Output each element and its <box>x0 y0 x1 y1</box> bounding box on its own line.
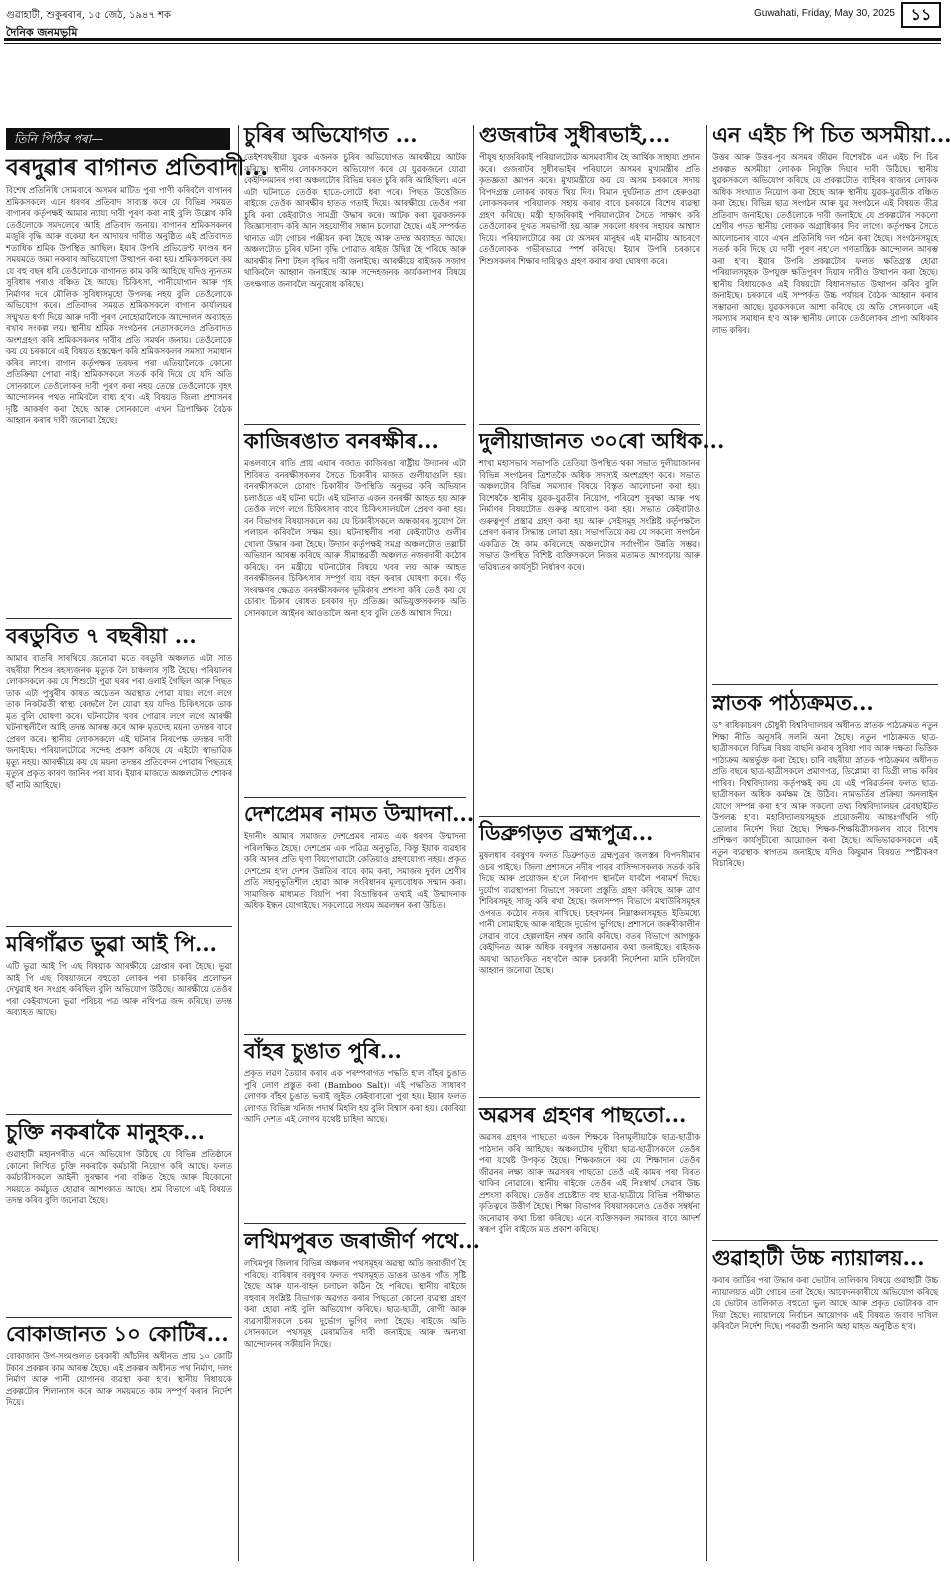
story-divider <box>244 797 466 798</box>
article-body: ইদানীং আমাৰ সমাজত দেশপ্ৰেমৰ নামত এক ধৰণৰ উন্মাদনা পৰিলক্ষিত হৈছে। দেশপ্ৰেম এক পৱিত্ৰ অনুভূতি, কিন্তু ইয়াক ব্যৱহাৰ কৰি আনৰ প্ৰতি ঘৃণা বিয়পোৱাটো কেতিয়াও গ্ৰহণযোগ্য নহয়। প্ৰকৃত দেশপ্ৰেম হ'ল দেশৰ উন্নতিৰ বাবে কাম কৰা, সমাজৰ দুৰ্বল শ্ৰেণীৰ প্ৰতি সহানুভূতিশীল হোৱা আৰু সংবিধানৰ মূল্যবোধক সন্মান কৰা। সামাজিক মাধ্যমত বিয়পি পৰা বিভ্ৰান্তিকৰ তথ্যই এই উন্মাদনাক অধিক ইন্ধন যোগাইছে। সকলোৱে সংযম অৱলম্বন কৰা উচিত। <box>244 831 466 910</box>
article-high-court <box>712 1245 938 1565</box>
headline[interactable]: গুৱাহাটী উচ্চ ন্যায়ালয়... <box>712 1245 925 1270</box>
article-body: অৱসৰ গ্ৰহণৰ পাছতো এজন শিক্ষকে বিনামূলীয়াকৈ ছাত্ৰ-ছাত্ৰীক পাঠদান কৰি আহিছে। অঞ্চলটোৰ দুখীয়া ছাত্ৰ-ছাত্ৰীসকলে তেওঁৰ পৰা যথেষ্ট উপকৃত হৈছে। শিক্ষকজনে কয় যে শিক্ষাদান তেওঁৰ জীৱনৰ লক্ষ্য আৰু অৱসৰৰ পাছতো তেওঁ এই কামৰ পৰা বিৰত থাকিব নোৱাৰে। স্থানীয় ৰাইজে তেওঁৰ এই নিঃস্বাৰ্থ সেৱাৰ উচ্চ প্ৰশংসা কৰিছে। তেওঁৰ প্ৰচেষ্টাত বহু ছাত্ৰ-ছাত্ৰীয়ে বিভিন্ন পৰীক্ষাত কৃতিত্বৰে উত্তীৰ্ণ হৈছে। শিক্ষা বিভাগৰ বিষয়াসকলেও তেওঁক সম্বৰ্ধনা জনোৱাৰ কথা চিন্তা কৰিছে। এনে ব্যক্তিসকল সমাজৰ বাবে আদৰ্শ স্বৰূপ বুলি ৰাইজে মত প্ৰকাশ কৰিছে। <box>479 1132 700 1234</box>
column-4 <box>712 122 951 1563</box>
headline[interactable]: বাঁহৰ চুঙাত পুৰি... <box>244 1038 402 1063</box>
story-divider <box>712 684 938 685</box>
story-divider <box>244 424 466 425</box>
story-divider <box>6 1114 232 1115</box>
article-contract <box>6 1119 232 1314</box>
column-divider <box>706 125 707 1561</box>
article-bokajan <box>6 1321 232 1561</box>
story-divider <box>244 1223 466 1224</box>
story-divider <box>6 1317 232 1318</box>
article-theft <box>244 122 466 422</box>
article-borduvi <box>6 623 232 923</box>
headline[interactable]: ডিব্ৰুগড়ত ব্ৰহ্মপুত্ৰ... <box>479 820 654 845</box>
article-lakhimpur <box>244 1228 480 1558</box>
article-body: কবাৰ জাৰ্ডিৰ পৰা উদ্ধাৰ কৰা ভোটাৰ তালিকাৰ বিষয়ে গুৱাহাটী উচ্চ ন্যায়ালয়ত এটা গোচৰ তৰা হৈছে। আবেদনকাৰীয়ে অভিযোগ কৰিছে যে ভোটাৰ তালিকাত বহুতো ভুল আছে আৰু প্ৰকৃত ভোটাৰক বাদ দিয়া হৈছে। ন্যায়ালয়ে নিৰ্বাচন আয়োগক এই বিষয়ত জবাব দাখিল কৰিবলৈ নিৰ্দেশ দিছে। পৰৱৰ্তী শুনানি অহা মাহত অনুষ্ঠিত হ'ব। <box>712 1275 938 1331</box>
article-duliajan <box>479 428 725 798</box>
article-body: ড° ৰাধিকাচৰণ চৌধুৰী বিশ্ববিদ্যালয়ৰ অধীনত স্নাতক পাঠ্যক্ৰমত নতুন শিক্ষা নীতি অনুসৰি সলনি অনা হৈছে। নতুন পাঠ্যক্ৰমত ছাত্ৰ-ছাত্ৰীসকলে বিভিন্ন বিষয় বাছনি কৰাৰ সুবিধা পাব আৰু দক্ষতা ভিত্তিক পাঠ্যক্ৰম অন্তৰ্ভুক্ত কৰা হৈছে। চাৰি বছৰীয়া স্নাতক পাঠ্যক্ৰমৰ অধীনত প্ৰতি বছৰে ছাত্ৰ-ছাত্ৰীসকলে প্ৰমাণপত্ৰ, ডিপ্লোমা বা ডিগ্ৰী লাভ কৰিব পাৰিব। বিশ্ববিদ্যালয় কৰ্তৃপক্ষই কয় যে এই পৰিৱৰ্তনৰ ফলত ছাত্ৰ-ছাত্ৰীসকল অধিক কৰ্মক্ষম হৈ উঠিব। নামভৰ্তিৰ প্ৰক্ৰিয়া অনলাইন যোগে সম্পন্ন কৰা হ'ব আৰু সকলো তথ্য বিশ্ববিদ্যালয়ৰ ৱেবছাইটত উপলব্ধ হ'ব। মহাবিদ্যালয়সমূহক প্ৰয়োজনীয় আন্তঃগাঁথনি গঢ়ি তোলাৰ নিৰ্দেশ দিয়া হৈছে। শিক্ষক-শিক্ষয়িত্ৰীসকলৰ বাবে বিশেষ প্ৰশিক্ষণ কাৰ্যসূচীৰো আয়োজন কৰা হৈছে। অভিভাৱকসকলে এই নতুন ব্যৱস্থাক স্বাগতম জনাইছে যদিও কিছুমান বিষয়ত স্পষ্টীকৰণ বিচাৰিছে। <box>712 720 938 868</box>
headline[interactable]: মৰিগাঁৱত ভুৱা আই পি... <box>6 931 217 956</box>
story-divider <box>6 618 232 619</box>
paper-name: দৈনিক জনমভূমি <box>6 26 78 39</box>
story-divider <box>6 926 232 927</box>
column-divider <box>473 125 474 1561</box>
article-body: মুষলধাৰ বৰষুণৰ ফলত ডিব্ৰুগড়ত ব্ৰহ্মপুত্ৰৰ জলস্তৰ বিপদসীমাৰ ওচৰ পাইছে। জিলা প্ৰশাসনে নদীৰ পাৰৰ বাসিন্দাসকলক সতৰ্ক কৰি দিছে আৰু প্ৰয়োজন হ'লে নিৰাপদ স্থানলৈ যাবলৈ পৰামৰ্শ দিছে। দুৰ্যোগ ব্যৱস্থাপনা বিভাগে সকলো প্ৰস্তুতি গ্ৰহণ কৰিছে আৰু ত্ৰাণ শিবিৰসমূহ সাজু কৰি ৰখা হৈছে। জলসম্পদ বিভাগে মথাউৰিসমূহৰ ওপৰত কঠোৰ নজৰ ৰাখিছে। চহৰখনৰ নিম্নাঞ্চলসমূহত ইতিমধ্যে পানী সোমাইছে আৰু ৰাইজে দুৰ্ভোগ ভুগিছে। প্ৰশাসনে জৰুৰীকালীন সেৱাৰ বাবে হেল্পলাইন নম্বৰ জাৰি কৰিছে। বতৰ বিভাগে আগন্তুক কেইদিনত আৰু অধিক বৰষুণৰ সম্ভাৱনাৰ কথা জনাইছে। ৰাইজক অযথা আতংকিত নহ'বলৈ আৰু চৰকাৰী নিৰ্দেশনা মানি চলিবলৈ আহ্বান জনোৱা হৈছে। <box>479 850 700 975</box>
article-body: উত্তৰ আৰু উত্তৰ-পূব অসমৰ জীৱন বিশেষকৈ এন এইচ পি চিৰ প্ৰকল্পত অসমীয়া লোকক নিযুক্তি দিয়াৰ দাবী উঠিছে। স্থানীয় যুৱকসকলে অভিযোগ কৰিছে যে প্ৰকল্পটোত বাহিৰৰ ৰাজ্যৰ লোকক অধিক সংখ্যাত নিয়োগ কৰা হৈছে আৰু স্থানীয় যুৱক-যুৱতীক বঞ্চিত কৰা হৈছে। বিভিন্ন ছাত্ৰ সংগঠন আৰু যুৱ সংগঠনে এই বিষয়ত তীব্ৰ প্ৰতিবাদ জনাইছে। তেওঁলোকে দাবী জনাইছে যে প্ৰকল্পটোৰ সকলো শ্ৰেণীৰ পদত স্থানীয় লোকক অগ্ৰাধিকাৰ দিব লাগে। কৰ্তৃপক্ষৰ সৈতে আলোচনাৰ বাবে এখন প্ৰতিনিধি দল গঠন কৰা হৈছে। সংগঠনসমূহে সতৰ্ক কৰি দিছে যে দাবী পূৰণ নহ'লে গণতান্ত্ৰিক আন্দোলন আৰম্ভ কৰা হ'ব। ইয়াৰ উপৰি প্ৰকল্পটোৰ ফলত ক্ষতিগ্ৰস্ত হোৱা পৰিয়ালসমূহক উপযুক্ত ক্ষতিপূৰণ দিয়াৰ দাবীও উত্থাপন কৰা হৈছে। স্থানীয় বিধায়কেও এই বিষয়টো বিধানসভাত উত্থাপন কৰিব বুলি জনাইছে। চৰকাৰে এই সম্পৰ্কত উচ্চ পৰ্যায়ৰ বৈঠক আহ্বান কৰাৰ সম্ভাৱনা আছে। যুৱকসকলে আশা কৰিছে যে অতি সোনকালে এই সমস্যাৰ সমাধান হ'ব আৰু স্থানীয় লোকে তেওঁলোকৰ প্ৰাপ্য অধিকাৰ লাভ কৰিব। <box>712 152 938 335</box>
headline[interactable]: গুজৰাটৰ সুধীৰভাই,... <box>479 122 671 147</box>
story-divider <box>244 1034 466 1035</box>
headline[interactable]: বৰদুৱাৰ বাগানত প্ৰতিবাদী... <box>6 154 269 181</box>
article-body: তেইশবছৰীয়া যুৱক এজনক চুৰিৰ অভিযোগত আৰক্ষীয়ে আটক কৰিছে। স্থানীয় লোকসকলে অভিযোগ কৰে যে যুৱকজনে যোৱা কেইদিনমানৰ পৰা অঞ্চলটোৰ বিভিন্ন ঘৰত চুৰি কৰি আহিছিল। এনে এটা ঘটনাতে তেওঁক হাতে-লোটে ধৰা পৰে। পিছত উত্তেজিত ৰাইজে তেওঁক আৰক্ষীৰ হাতত গতাই দিয়ে। আৰক্ষীয়ে তেওঁৰ পৰা চুৰি কৰা কেইবাটাও সামগ্ৰী উদ্ধাৰ কৰে। আটক কৰা যুৱকজনক জিজ্ঞাসাবাদ কৰি আন সহযোগীৰ সন্ধান চলোৱা হৈছে। এই সম্পৰ্কত থানাত এটা গোচৰ পঞ্জীয়ন কৰা হৈছে আৰু তদন্ত অব্যাহত আছে। অঞ্চলটোত চুৰিৰ ঘটনা বৃদ্ধি পোৱাত ৰাইজ উদ্বিগ্ন হৈ পৰিছে আৰু আৰক্ষীৰ নিশা টহল বৃদ্ধিৰ দাবী জনাইছে। আৰক্ষীয়ে ৰাইজক সজাগ থাকিবলৈ আহ্বান জনাইছে আৰু সন্দেহজনক কাৰ্যকলাপৰ বিষয়ে তৎক্ষণাত জনাবলৈ অনুৰোধ কৰিছে। <box>244 152 466 289</box>
headline[interactable]: কাজিৰঙাত বনৰক্ষীৰ... <box>244 428 439 453</box>
article-graduate <box>712 690 938 1235</box>
article-nhpc <box>712 122 951 677</box>
english-date: Guwahati, Friday, May 30, 2025 <box>754 8 895 19</box>
column-divider <box>238 125 239 1561</box>
article-body: বিশেষ প্ৰতিনিধি সোমবাৰে অসমৰ মাটিত পুৰা পাণী কৰিবলৈ বাগানৰ শ্ৰমিকসকলে এনে ধৰণৰ প্ৰতিবাদ সাব্যস্ত কৰে যে বিভিন্ন সময়ত বাগানৰ কৰ্তৃপক্ষই আমাৰ ন্যায্য দাবী পূৰণ কৰা নাই বুলি উল্লেখ কৰি তেওঁলোকে সমদলেৰে আহি প্ৰতিবাদ জনায়। বাগানৰ শ্ৰমিকসকলৰ মজুৰি বৃদ্ধি আৰু বকেয়া ধন আদায়ৰ দাবীত অনুষ্ঠিত এই প্ৰতিবাদত শতাধিক শ্ৰমিক উপস্থিত আছিল। ইয়াৰ উপৰি প্ৰভিডেণ্ট ফাণ্ডৰ ধন সময়মতে জমা নকৰাৰ অভিযোগো উত্থাপন কৰা হয়। শ্ৰমিকসকলে কয় যে বহু বছৰ ধৰি তেওঁলোকে বাগানত কাম কৰি আহিছে যদিও ন্যূনতম সুবিধাৰ পৰাও বঞ্চিত হৈ আছে। চিকিৎসা, পানীযোগান আৰু গৃহ নিৰ্মাণৰ দৰে মৌলিক সুবিধাসমূহো উপলব্ধ নহয় বুলি তেওঁলোকে অভিযোগ কৰে। প্ৰতিবাদৰ সময়ত শ্ৰমিকসকলে বাগান কাৰ্যালয়ৰ সন্মুখত ধৰ্ণা দিয়ে আৰু দাবী পূৰণ নোহোৱালৈকে আন্দোলন অব্যাহত ৰখাৰ সংকল্প লয়। স্থানীয় শ্ৰমিক সংগঠনৰ নেতাসকলেও প্ৰতিবাদত অংশগ্ৰহণ কৰি শ্ৰমিকসকলৰ দাবীৰ প্ৰতি সমৰ্থন জনায়। তেওঁলোকে কয় যে চৰকাৰে এই বিষয়ত হস্তক্ষেপ কৰি শ্ৰমিকসকলৰ সমস্যা সমাধান কৰিব লাগে। বাগান কৰ্তৃপক্ষৰ তৰফৰ পৰা এতিয়ালৈকে কোনো প্ৰতিক্ৰিয়া পোৱা নাই। শ্ৰমিকসকলে সতৰ্ক কৰি দিয়ে যে যদি অতি সোনকালে তেওঁলোকৰ দাবী পূৰণ কৰা নহয় তেন্তে তেওঁলোকে বৃহৎ আন্দোলনৰ পথত নামিবলৈ বাধ্য হ'ব। এই বিষয়ত জিলা প্ৰশাসনৰ দৃষ্টি আকৰ্ষণ কৰা হৈছে আৰু সোনকালে এখন ত্ৰিপাক্ষিক বৈঠক আহ্বান কৰাৰ দাবী জনোৱা হৈছে। <box>6 185 232 425</box>
article-body: আমাৰ বাতৰি সাৰথিয়ে জনোৱা মতে বৰডুবি অঞ্চলত এটা সাত বছৰীয়া শিশুৰ ৰহস্যজনক মৃত্যুক লৈ চাঞ্চল্যৰ সৃষ্টি হৈছে। পৰিয়ালৰ লোকসকলে কয় যে শিশুটো পুৱা ঘৰৰ পৰা ওলাই গৈছিল আৰু পিছত তাক এটা পুখুৰীৰ কাষত অচেতন অৱস্থাত পোৱা যায়। লগে লগে তাক নিকটৱৰ্তী স্বাস্থ্য কেন্দ্ৰলৈ লৈ যোৱা হয় যদিও চিকিৎসকে তাক মৃত বুলি ঘোষণা কৰে। ঘটনাটোৰ খবৰ পোৱাৰ লগে লগে আৰক্ষী ঘটনাস্থলীলৈ আহি তদন্ত আৰম্ভ কৰে আৰু মৃতদেহ ময়না তদন্তৰ বাবে প্ৰেৰণ কৰে। স্থানীয় লোকসকলে এই ঘটনাৰ নিৰপেক্ষ তদন্তৰ দাবী জনাইছে। পৰিয়ালটোৱে সন্দেহ প্ৰকাশ কৰিছে যে এইটো স্বাভাৱিক মৃত্যু নহয়। আৰক্ষীয়ে কয় যে ময়না তদন্তৰ প্ৰতিবেদন পোৱাৰ পিছতহে মৃত্যুৰ প্ৰকৃত কাৰণ জানিব পৰা যাব। ইয়াৰ মাজতে অঞ্চলটোত শোকৰ ছাঁ নামি আহিছে। <box>6 653 232 790</box>
headline[interactable]: বৰডুবিত ৭ বছৰীয়া ... <box>6 623 197 648</box>
story-divider <box>479 816 700 817</box>
story-divider <box>712 1240 938 1241</box>
masthead <box>0 0 945 58</box>
article-body: মঙলবাৰে ৰাতি প্ৰায় এঘাৰ বজাত কাজিৰঙা ৰাষ্ট্ৰীয় উদ্যানৰ এটা শিবিৰত বনৰক্ষীসকলৰ সৈতে চিকাৰীৰ মাজত গুলীয়াগুলি হয়। বনৰক্ষীসকলে চোৰাং চিকাৰীৰ উপস্থিতি অনুভৱ কৰি অভিযান চলাওঁতে এই ঘটনা ঘটে। এই ঘটনাত এজন বনৰক্ষী আহত হয় আৰু তেওঁক লগে লগে চিকিৎসাৰ বাবে চিকিৎসালয়লৈ প্ৰেৰণ কৰা হয়। বন বিভাগৰ বিষয়াসকলে কয় যে চিকাৰীসকলে অন্ধকাৰৰ সুযোগ লৈ পলায়ন কৰিবলৈ সক্ষম হয়। ঘটনাস্থলীৰ পৰা কেইবাটাও গুলীৰ খোলা উদ্ধাৰ কৰা হৈছে। উদ্যান কৰ্তৃপক্ষই সমগ্ৰ অঞ্চলটোত তল্লাচী অভিযান আৰম্ভ কৰিছে আৰু সীমান্তৱৰ্তী অঞ্চলত নজৰদাৰী কঠোৰ কৰিছে। বন মন্ত্ৰীয়ে ঘটনাটোৰ বিষয়ে খবৰ লয় আৰু আহত বনৰক্ষীজনৰ চিকিৎসাৰ সম্পূৰ্ণ ব্যয় বহন কৰাৰ ঘোষণা কৰে। গঁড় সংৰক্ষণৰ ক্ষেত্ৰত বনৰক্ষীসকলৰ ভূমিকাৰ প্ৰশংসা কৰি তেওঁ কয় যে চোৰাং চিকাৰ ৰোধত চৰকাৰ দৃঢ় প্ৰতিজ্ঞ। অভিযুক্তসকলক অতি সোনকালে আইনৰ আওতালৈ অনা হ'ব বুলি তেওঁ আশ্বাস দিয়ে। <box>244 458 466 618</box>
headline[interactable]: লখিমপুৰত জৰাজীৰ্ণ পথে... <box>244 1228 480 1253</box>
article-retirement <box>479 1102 700 1558</box>
section-label: তিনি পিঠিৰ পৰা— <box>6 128 230 150</box>
article-body: শাখা মহাসভাৰ সভাপতি তেতিয়া উপস্থিত থকা সভাত দুলীয়াজানৰ বিভিন্ন সংগঠনৰ ত্ৰিশতকৈ অধিক সদস্যই অংশগ্ৰহণ কৰে। সভাত অঞ্চলটোৰ বিভিন্ন সমস্যাৰ বিষয়ে বিস্তৃত আলোচনা কৰা হয়। বিশেষকৈ স্থানীয় যুৱক-যুৱতীৰ নিয়োগ, পৰিৱেশ সুৰক্ষা আৰু পথ নিৰ্মাণৰ বিষয়টোত গুৰুত্ব আৰোপ কৰা হয়। সভাত কেইবাটাও গুৰুত্বপূৰ্ণ প্ৰস্তাৱ গ্ৰহণ কৰা হয় আৰু সেইসমূহ সংশ্লিষ্ট কৰ্তৃপক্ষলৈ প্ৰেৰণ কৰাৰ সিদ্ধান্ত লোৱা হয়। সভাপতিয়ে কয় যে সকলো সংগঠন একত্ৰিত হৈ কাম কৰিলেহে অঞ্চলটোৰ সৰ্বাংগীন উন্নতি সম্ভৱ। সভাত উপস্থিত বিশিষ্ট ব্যক্তিসকলে নিজৰ মতামত আগবঢ়ায় আৰু ভৱিষ্যতৰ কাৰ্যসূচী নিৰ্ধাৰণ কৰে। <box>479 458 700 572</box>
article-bordowa <box>6 154 269 615</box>
story-divider <box>479 1097 700 1098</box>
local-date: গুৱাহাটী, শুকুৰবাৰ, ১৫ জেঠ, ১৯৪৭ শক <box>6 10 172 21</box>
headline[interactable]: এন এইচ পি চিত অসমীয়া... <box>712 122 951 147</box>
column-3 <box>479 122 725 1563</box>
article-body: লখিমপুৰ জিলাৰ বিভিন্ন অঞ্চলৰ পথসমূহৰ অৱস্থা অতি জৰাজীৰ্ণ হৈ পৰিছে। বাৰিষাৰ বৰষুণৰ ফলত পথসমূহত ডাঙৰ ডাঙৰ গাঁত সৃষ্টি হৈছে আৰু যান-বাহন চলাচল কঠিন হৈ পৰিছে। স্থানীয় ৰাইজে বহুবাৰ সংশ্লিষ্ট বিভাগক অৱগত কৰাৰ পিছতো কোনো ব্যৱস্থা গ্ৰহণ কৰা হোৱা নাই বুলি অভিযোগ কৰিছে। ছাত্ৰ-ছাত্ৰী, ৰোগী আৰু ব্যৱসায়ীসকলে চৰম দুৰ্ভোগ ভুগিব লগা হৈছে। ৰাইজে অতি সোনকালে পথসমূহ মেৰামতিৰ দাবী জনাইছে আৰু অন্যথা আন্দোলনৰ সকীয়নি দিছে। <box>244 1258 466 1349</box>
headline[interactable]: চুৰিৰ অভিযোগত ... <box>244 122 418 147</box>
page-number: ১১ <box>901 2 941 28</box>
article-morigaon <box>6 931 232 1111</box>
headline[interactable]: স্নাতক পাঠ্যক্ৰমত... <box>712 690 874 715</box>
headline[interactable]: দুলীয়াজানত ৩০ৰো অধিক... <box>479 428 725 453</box>
masthead-rule-thick <box>4 38 941 41</box>
story-divider <box>479 424 700 425</box>
column-1 <box>6 154 269 1563</box>
article-gujarat <box>479 122 700 422</box>
headline[interactable]: অৱসৰ গ্ৰহণৰ পাছতো... <box>479 1102 687 1127</box>
headline[interactable]: দেশপ্ৰেমৰ নামত উন্মাদনা... <box>244 801 475 826</box>
article-bamboo-salt <box>244 1038 466 1228</box>
article-body: পীযূষ হাজৰিকাই পৰিয়ালটোক অসমবাসীৰ হৈ আৰ্থিক সাহায্য প্ৰদান কৰে। গুজৰাটৰ সুধীৰভাইৰ পৰিয়ালে অসমৰ মুখ্যমন্ত্ৰীৰ প্ৰতি কৃতজ্ঞতা জ্ঞাপন কৰে। মুখ্যমন্ত্ৰীয়ে কয় যে অসম চৰকাৰে সদায় বিপদগ্ৰস্ত লোকৰ কাষত থিয় দিব। বিমান দুৰ্ঘটনাত প্ৰাণ হেৰুওৱা লোকসকলৰ পৰিয়ালক সহায় কৰাৰ বাবে চৰকাৰে বিশেষ ব্যৱস্থা গ্ৰহণ কৰিছে। মন্ত্ৰী হাজৰিকাই পৰিয়ালটোৰ সৈতে সাক্ষাৎ কৰি তেওঁলোকৰ দুখত সমভাগী হয় আৰু সকলো ধৰণৰ সহায়ৰ আশ্বাস দিয়ে। পৰিয়ালটোৱে কয় যে অসমৰ মানুহৰ এই মানৱীয় আচৰণে তেওঁলোকক গভীৰভাৱে স্পৰ্শ কৰিছে। ইয়াৰ উপৰি চৰকাৰে শিশুসকলৰ শিক্ষাৰ দায়িত্বও গ্ৰহণ কৰাৰ কথা ঘোষণা কৰে। <box>479 152 700 266</box>
column-2 <box>244 122 480 1563</box>
masthead-rule-thin <box>4 43 941 44</box>
article-body: প্ৰকৃত লৱণ তৈয়াৰ কৰাৰ এক পৰম্পৰাগত পদ্ধতি হ'ল বাঁহৰ চুঙাত পুৰি লোণ প্ৰস্তুত কৰা (Bamboo Salt)। এই পদ্ধতিত সাধাৰণ লোণক বাঁহৰ চুঙাত ভৰাই জুইত কেইবাবাৰো পুৰা হয়। ইয়াৰ ফলত লোণত বিভিন্ন খনিজ পদাৰ্থ মিহলি হয় বুলি বিশ্বাস কৰা হয়। কোৰিয়া আদি দেশত এই লোণৰ যথেষ্ট চাহিদা আছে। <box>244 1068 466 1124</box>
article-body: এটি ভুৱা আই পি এছ বিষয়াক আৰক্ষীয়ে গ্ৰেপ্তাৰ কৰা হৈছে। ভুৱা আই পি এছ বিষয়াজনে বহুতো লোকৰ পৰা চাকৰিৰ প্ৰলোভন দেখুৱাই ধন সংগ্ৰহ কৰিছিল বুলি অভিযোগ উঠিছে। আৰক্ষীয়ে তেওঁৰ পৰা কেইবাখনো ভুৱা পৰিচয় পত্ৰ আৰু নথিপত্ৰ জব্দ কৰিছে। তদন্ত অব্যাহত আছে। <box>6 961 232 1017</box>
article-body: গুৱাহাটী মহানগৰীত এনে অভিযোগ উঠিছে যে বিভিন্ন প্ৰতিষ্ঠানে কোনো লিখিত চুক্তি নকৰাকৈ কৰ্মচাৰী নিয়োগ কৰি আছে। ফলত কৰ্মচাৰীসকলে আইনী সুৰক্ষাৰ পৰা বঞ্চিত হৈছে আৰু যিকোনো সময়তে কৰ্মচ্যুত হোৱাৰ আশংকাত আছে। শ্ৰম বিভাগে এই বিষয়ত তদন্ত কৰিব বুলি জনোৱা হৈছে। <box>6 1149 232 1205</box>
article-body: বোকাজান উপ-সংমণ্ডলত চৰকাৰী আঁচনিৰ অধীনত প্ৰায় ১০ কোটি টকাৰ প্ৰকল্পৰ কাম আৰম্ভ হৈছে। এই প্ৰকল্পৰ অধীনত পথ নিৰ্মাণ, দলং নিৰ্মাণ আৰু পানী যোগানৰ ব্যৱস্থা কৰা হ'ব। স্থানীয় বিধায়কে প্ৰকল্পটোৰ শিলান্যাস কৰে আৰু সময়মতে কাম সম্পূৰ্ণ কৰাৰ নিৰ্দেশ দিয়ে। <box>6 1351 232 1407</box>
headline[interactable]: চুক্তি নকৰাকৈ মানুহক... <box>6 1119 205 1144</box>
headline[interactable]: বোকাজানত ১০ কোটিৰ... <box>6 1321 229 1346</box>
